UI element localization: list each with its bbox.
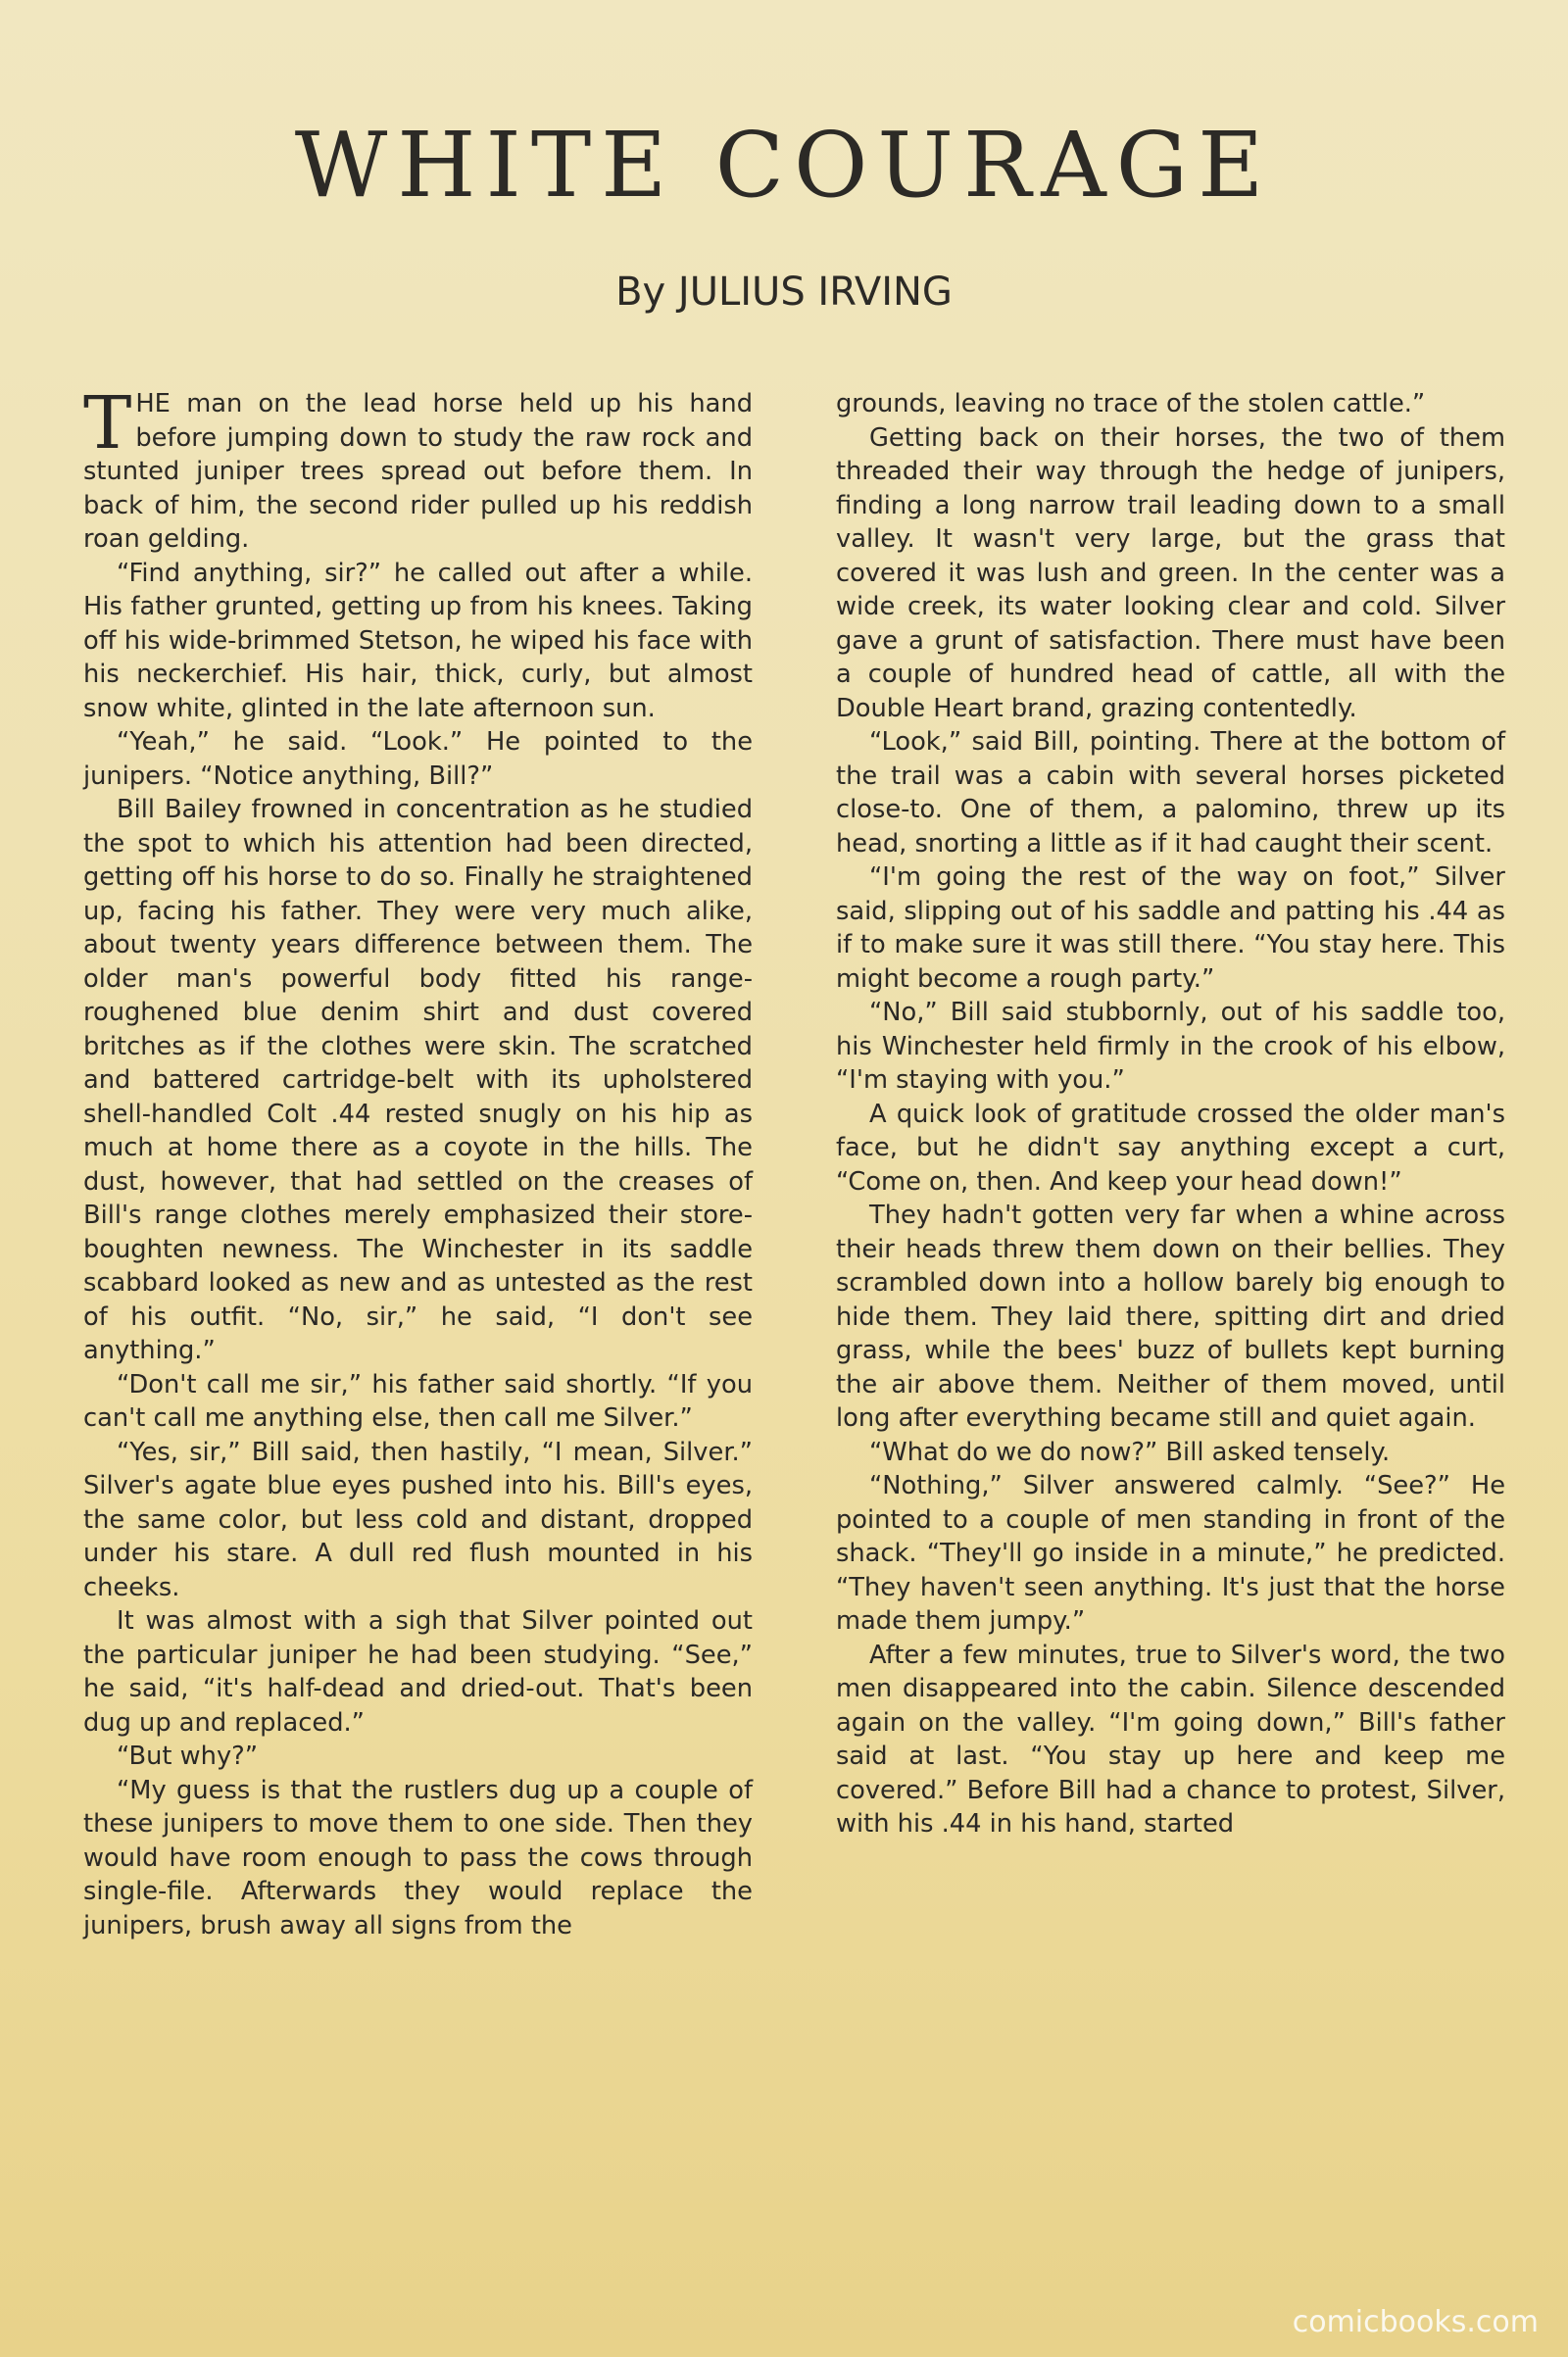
paragraph: After a few minutes, true to Silver's word, the two men disappeared into the cabin. Silence descended again on the valley. “I'm going down,” Bill's father said at last. “You stay up here and keep me covered.” Before Bill had a chance to protest, Silver, with his .44 in his hand, started (836, 1640, 1505, 1839)
paragraph: “No,” Bill said stubbornly, out of his saddle too, his Winchester held firmly in the crook of his elbow, “I'm staying with you.” (836, 998, 1505, 1095)
paragraph: THE man on the lead horse held up his hand before jumping down to study the raw rock and stunted juniper trees spread out before them. In back of him, the second rider pulled up his reddish roan gelding. (83, 381, 753, 554)
paragraph: “Yes, sir,” Bill said, then hastily, “I mean, Silver.” Silver's agate blue eyes pushed into his. Bill's eyes, the same color, but less cold and distant, dropped under his stare. A dull red flush mounted in his cheeks. (83, 1437, 753, 1602)
paragraph: “My guess is that the rustlers dug up a couple of these junipers to move them to one side. Then they would have room enough to pass the cows through single-file. Afterwards they would replace the junipers, brush away all signs from the (83, 1775, 753, 1940)
paragraph: Bill Bailey frowned in concentration as he studied the spot to which his attention had been directed, getting off his horse to do so. Finally he straightened up, facing his father. They were very much alike, about twenty years difference between them. The older man's powerful body fitted his range-roughened blue denim shirt and dust covered britches as if the clothes were skin. The scratched and battered cartridge-belt with its upholstered shell-handled Colt .44 rested snugly on his hip as much at home there as a coyote in the hills. The dust, however, that had settled on the creases of Bill's range clothes merely emphasized their store-boughten newness. The Winchester in its saddle scabbard looked as new and as untested as the rest of his outfit. “No, sir,” he said, “I don't see anything.” (83, 795, 753, 1365)
story-title: WHITE COURAGE (294, 113, 1274, 218)
paragraph: “Look,” said Bill, pointing. There at the bottom of the trail was a cabin with several horses picketed close-to. One of them, a palomino, threw up its head, snorting a little as if it had caught their scent. (836, 727, 1505, 859)
paragraph: “What do we do now?” Bill asked tensely. (869, 1437, 1391, 1467)
byline: By JULIUS IRVING (615, 270, 953, 315)
right-column (836, 387, 1505, 2288)
paragraph: “But why?” (117, 1742, 259, 1771)
paragraph: “Don't call me sir,” his father said shortly. “If you can't call me anything else, then call me Silver.” (83, 1369, 753, 1433)
paragraph: “Find anything, sir?” he called out after a while. His father grunted, getting up from his knees. Taking off his wide-brimmed Stetson, he wiped his face with his neckerchief. His hair, thick, curly, but almost snow white, glinted in the late afternoon sun. (83, 558, 753, 723)
paragraph: “I'm going the rest of the way on foot,” Silver said, slipping out of his saddle and patting his .44 as if to make sure it was still there. “You stay here. This might become a rough party.” (836, 862, 1505, 994)
left-column (83, 381, 753, 2288)
drop-cap: T (83, 381, 132, 466)
paragraph: Getting back on their horses, the two of them threaded their way through the hedge of junipers, finding a long narrow trail leading down to a small valley. It wasn't very large, but the grass that covered it was lush and green. In the center was a wide creek, its water looking clear and cold. Silver gave a grunt of satisfaction. There must have been a couple of hundred head of cattle, all with the Double Heart brand, grazing contentedly. (836, 422, 1505, 723)
paragraph: They hadn't gotten very far when a whine across their heads threw them down on their bellies. They scrambled down into a hollow barely big enough to hide them. They laid there, spitting dirt and dried grass, while the bees' buzz of bullets kept burning the air above them. Neither of them moved, until long after everything became still and quiet again. (836, 1201, 1505, 1433)
watermark: comicbooks.com (1292, 2305, 1539, 2339)
paragraph: “Yeah,” he said. “Look.” He pointed to the junipers. “Notice anything, Bill?” (83, 727, 753, 791)
paragraph: A quick look of gratitude crossed the older man's face, but he didn't say anything except a curt, “Come on, then. And keep your head down!” (836, 1099, 1505, 1197)
paragraph: “Nothing,” Silver answered calmly. “See?” He pointed to a couple of men standing in front of the shack. “They'll go inside in a minute,” he predicted. “They haven't seen anything. It's just that the horse made them jumpy.” (836, 1471, 1505, 1636)
paragraph: grounds, leaving no trace of the stolen cattle.” (836, 389, 1426, 418)
paragraph: It was almost with a sigh that Silver pointed out the particular juniper he had been studying. “See,” he said, “it's half-dead and dried-out. That's been dug up and replaced.” (83, 1606, 753, 1738)
